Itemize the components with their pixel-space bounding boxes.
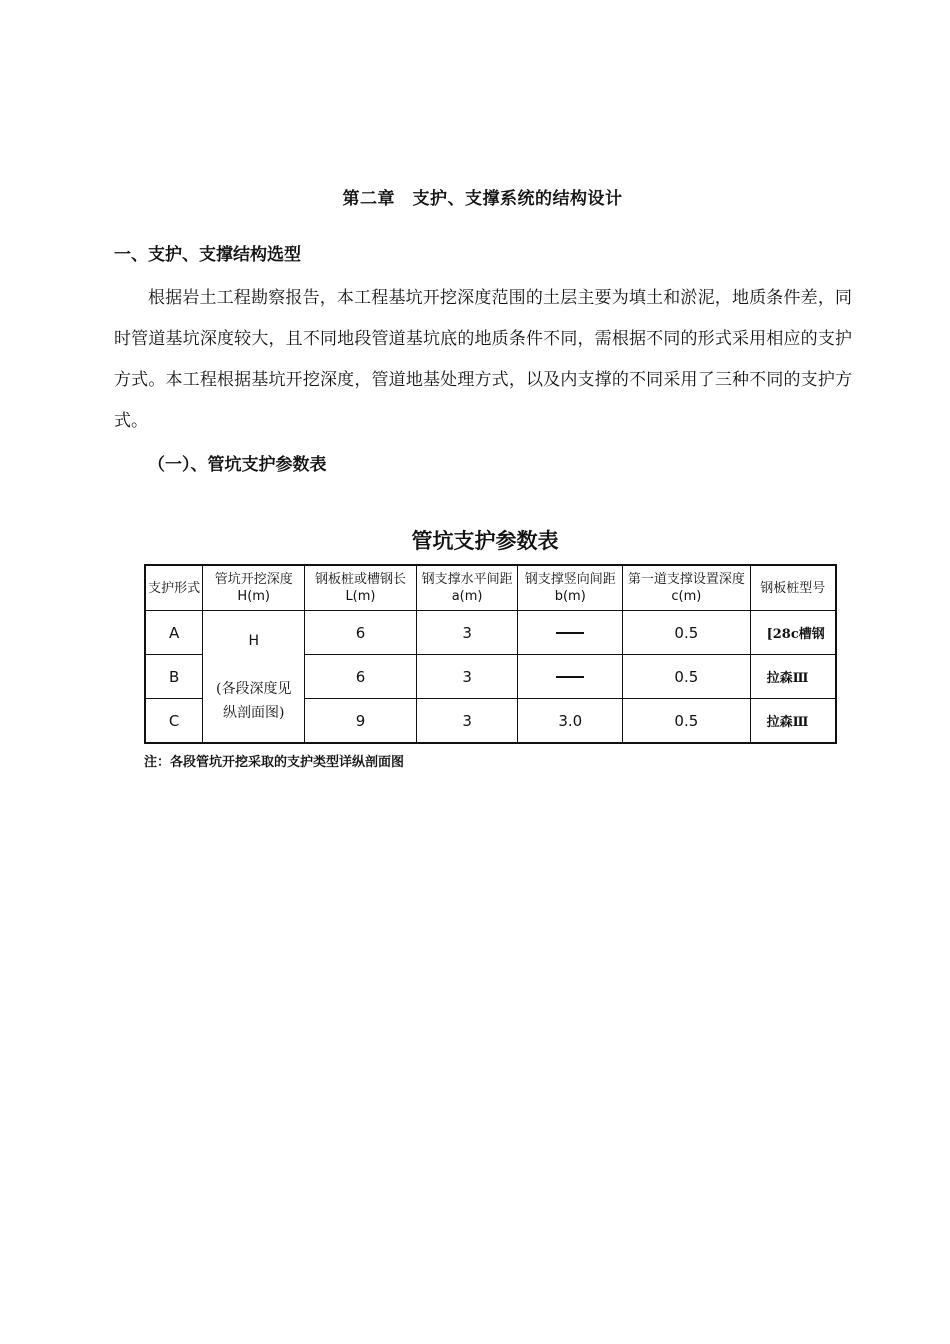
form-cell: B xyxy=(145,655,203,699)
length-cell: 6 xyxy=(305,655,417,699)
header-cell: 钢支撑竖向间距 b(m) xyxy=(518,565,623,611)
table-title: 管坑支护参数表 xyxy=(411,528,559,553)
table-note: 注：各段管坑开挖采取的支护类型详纵剖面图 xyxy=(144,755,405,770)
horizontal-spacing-cell: 3 xyxy=(416,699,518,744)
first-support-depth-cell: 0.5 xyxy=(623,611,751,655)
body-paragraph: 根据岩土工程勘察报告，本工程基坑开挖深度范围的土层主要为填土和淤泥，地质条件差，同时管道基坑深度较大，且不同地段管道基坑底的地质条件不同，需根据不同的形式采用相应的支护方式。本工程根据基坑开挖深度，管道地基处理方式，以及内支撑的不同采用了三种不同的支护方式。 xyxy=(114,288,852,431)
header-cell: 钢支撑水平间距 a(m) xyxy=(416,565,518,611)
header-cell: 钢板桩或槽钢长 L(m) xyxy=(305,565,417,611)
table-row xyxy=(145,611,836,655)
chapter-title: 第二章 支护、支撑系统的结构设计 xyxy=(342,189,623,209)
form-cell: C xyxy=(145,699,203,744)
form-cell: A xyxy=(145,611,203,655)
vertical-spacing-cell xyxy=(518,655,623,699)
horizontal-spacing-cell: 3 xyxy=(416,655,518,699)
header-cell: 钢板桩型号 xyxy=(750,565,836,611)
pile-type-cell: 拉森Ⅲ xyxy=(750,699,836,744)
vertical-spacing-cell: 3.0 xyxy=(518,699,623,744)
first-support-depth-cell: 0.5 xyxy=(623,699,751,744)
support-parameter-table xyxy=(144,564,837,744)
header-cell: 第一道支撑设置深度 c(m) xyxy=(623,565,751,611)
first-support-depth-cell: 0.5 xyxy=(623,655,751,699)
subsection-heading: （一）、管坑支护参数表 xyxy=(148,455,327,475)
length-cell: 6 xyxy=(305,611,417,655)
pile-type-cell: 拉森Ⅲ xyxy=(750,655,836,699)
depth-merged-cell: H (各段深度见纵剖面图) xyxy=(203,611,305,744)
horizontal-spacing-cell: 3 xyxy=(416,611,518,655)
header-cell: 管坑开挖深度 H(m) xyxy=(203,565,305,611)
header-cell: 支护形式 xyxy=(145,565,203,611)
pile-type-cell: [28c槽钢 xyxy=(750,611,836,655)
length-cell: 9 xyxy=(305,699,417,744)
section-heading: 一、支护、支撑结构选型 xyxy=(114,245,301,265)
table-header-row xyxy=(145,565,836,611)
vertical-spacing-cell xyxy=(518,611,623,655)
dash-mark xyxy=(556,632,584,634)
dash-mark xyxy=(556,676,584,678)
